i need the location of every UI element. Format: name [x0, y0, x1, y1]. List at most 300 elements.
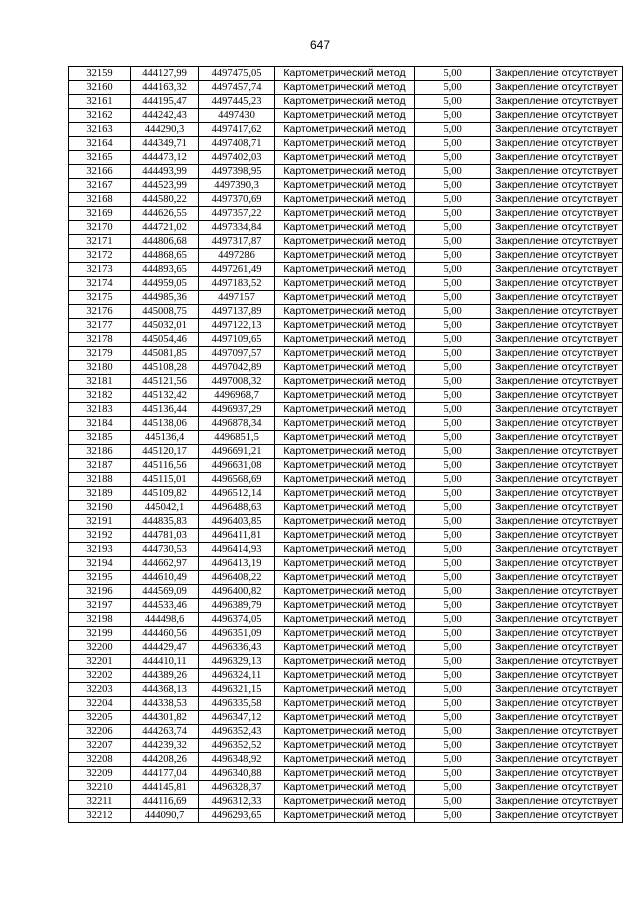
y-coordinate-cell: 4497137,89 [199, 305, 275, 319]
accuracy-cell: 5,00 [415, 543, 491, 557]
y-coordinate-cell: 4496937,29 [199, 403, 275, 417]
fixation-cell: Закрепление отсутствует [491, 249, 623, 263]
x-coordinate-cell: 445115,01 [131, 473, 199, 487]
fixation-cell: Закрепление отсутствует [491, 585, 623, 599]
point-number-cell: 32182 [69, 389, 131, 403]
fixation-cell: Закрепление отсутствует [491, 67, 623, 81]
accuracy-cell: 5,00 [415, 445, 491, 459]
table-row [69, 641, 623, 655]
fixation-cell: Закрепление отсутствует [491, 795, 623, 809]
accuracy-cell: 5,00 [415, 557, 491, 571]
accuracy-cell: 5,00 [415, 753, 491, 767]
x-coordinate-cell: 445121,56 [131, 375, 199, 389]
table-row [69, 767, 623, 781]
x-coordinate-cell: 444662,97 [131, 557, 199, 571]
accuracy-cell: 5,00 [415, 599, 491, 613]
x-coordinate-cell: 444163,32 [131, 81, 199, 95]
table-row [69, 249, 623, 263]
accuracy-cell: 5,00 [415, 277, 491, 291]
table-row [69, 389, 623, 403]
method-cell: Картометрический метод [275, 291, 415, 305]
x-coordinate-cell: 444338,53 [131, 697, 199, 711]
accuracy-cell: 5,00 [415, 67, 491, 81]
point-number-cell: 32204 [69, 697, 131, 711]
fixation-cell: Закрепление отсутствует [491, 417, 623, 431]
method-cell: Картометрический метод [275, 571, 415, 585]
method-cell: Картометрический метод [275, 193, 415, 207]
table-row [69, 81, 623, 95]
y-coordinate-cell: 4497402,03 [199, 151, 275, 165]
x-coordinate-cell: 444959,05 [131, 277, 199, 291]
fixation-cell: Закрепление отсутствует [491, 403, 623, 417]
method-cell: Картометрический метод [275, 263, 415, 277]
accuracy-cell: 5,00 [415, 459, 491, 473]
point-number-cell: 32163 [69, 123, 131, 137]
method-cell: Картометрический метод [275, 137, 415, 151]
point-number-cell: 32183 [69, 403, 131, 417]
coordinates-table [68, 66, 623, 823]
table-row [69, 585, 623, 599]
point-number-cell: 32160 [69, 81, 131, 95]
fixation-cell: Закрепление отсутствует [491, 375, 623, 389]
fixation-cell: Закрепление отсутствует [491, 613, 623, 627]
x-coordinate-cell: 444368,13 [131, 683, 199, 697]
fixation-cell: Закрепление отсутствует [491, 711, 623, 725]
y-coordinate-cell: 4497109,65 [199, 333, 275, 347]
fixation-cell: Закрепление отсутствует [491, 95, 623, 109]
point-number-cell: 32205 [69, 711, 131, 725]
point-number-cell: 32176 [69, 305, 131, 319]
y-coordinate-cell: 4496352,52 [199, 739, 275, 753]
fixation-cell: Закрепление отсутствует [491, 81, 623, 95]
fixation-cell: Закрепление отсутствует [491, 389, 623, 403]
point-number-cell: 32195 [69, 571, 131, 585]
method-cell: Картометрический метод [275, 515, 415, 529]
point-number-cell: 32184 [69, 417, 131, 431]
x-coordinate-cell: 444610,49 [131, 571, 199, 585]
x-coordinate-cell: 444721,02 [131, 221, 199, 235]
table-row [69, 613, 623, 627]
point-number-cell: 32189 [69, 487, 131, 501]
method-cell: Картометрический метод [275, 753, 415, 767]
accuracy-cell: 5,00 [415, 697, 491, 711]
point-number-cell: 32170 [69, 221, 131, 235]
accuracy-cell: 5,00 [415, 375, 491, 389]
x-coordinate-cell: 444195,47 [131, 95, 199, 109]
table-row [69, 781, 623, 795]
accuracy-cell: 5,00 [415, 109, 491, 123]
page-number: 647 [309, 38, 331, 52]
method-cell: Картометрический метод [275, 67, 415, 81]
method-cell: Картометрический метод [275, 655, 415, 669]
y-coordinate-cell: 4496631,08 [199, 459, 275, 473]
table-row [69, 515, 623, 529]
y-coordinate-cell: 4497286 [199, 249, 275, 263]
table-row [69, 319, 623, 333]
y-coordinate-cell: 4496411,81 [199, 529, 275, 543]
fixation-cell: Закрепление отсутствует [491, 683, 623, 697]
y-coordinate-cell: 4496329,13 [199, 655, 275, 669]
y-coordinate-cell: 4497122,13 [199, 319, 275, 333]
table-row [69, 655, 623, 669]
table-row [69, 431, 623, 445]
x-coordinate-cell: 444498,6 [131, 613, 199, 627]
table-row [69, 403, 623, 417]
point-number-cell: 32159 [69, 67, 131, 81]
y-coordinate-cell: 4496321,15 [199, 683, 275, 697]
table-row [69, 725, 623, 739]
table-row [69, 95, 623, 109]
y-coordinate-cell: 4496312,33 [199, 795, 275, 809]
x-coordinate-cell: 444985,36 [131, 291, 199, 305]
table-row [69, 151, 623, 165]
y-coordinate-cell: 4496568,69 [199, 473, 275, 487]
x-coordinate-cell: 444523,99 [131, 179, 199, 193]
method-cell: Картометрический метод [275, 445, 415, 459]
table-row [69, 599, 623, 613]
method-cell: Картометрический метод [275, 235, 415, 249]
method-cell: Картометрический метод [275, 151, 415, 165]
method-cell: Картометрический метод [275, 389, 415, 403]
accuracy-cell: 5,00 [415, 319, 491, 333]
accuracy-cell: 5,00 [415, 333, 491, 347]
point-number-cell: 32197 [69, 599, 131, 613]
accuracy-cell: 5,00 [415, 571, 491, 585]
method-cell: Картометрический метод [275, 361, 415, 375]
fixation-cell: Закрепление отсутствует [491, 739, 623, 753]
y-coordinate-cell: 4497183,52 [199, 277, 275, 291]
point-number-cell: 32200 [69, 641, 131, 655]
y-coordinate-cell: 4496488,63 [199, 501, 275, 515]
accuracy-cell: 5,00 [415, 81, 491, 95]
coordinates-table-body [69, 67, 623, 823]
method-cell: Картометрический метод [275, 613, 415, 627]
x-coordinate-cell: 445120,17 [131, 445, 199, 459]
fixation-cell: Закрепление отсутствует [491, 221, 623, 235]
fixation-cell: Закрепление отсутствует [491, 529, 623, 543]
table-row [69, 361, 623, 375]
fixation-cell: Закрепление отсутствует [491, 557, 623, 571]
fixation-cell: Закрепление отсутствует [491, 151, 623, 165]
accuracy-cell: 5,00 [415, 627, 491, 641]
method-cell: Картометрический метод [275, 557, 415, 571]
point-number-cell: 32174 [69, 277, 131, 291]
fixation-cell: Закрепление отсутствует [491, 669, 623, 683]
point-number-cell: 32207 [69, 739, 131, 753]
point-number-cell: 32210 [69, 781, 131, 795]
method-cell: Картометрический метод [275, 417, 415, 431]
x-coordinate-cell: 444429,47 [131, 641, 199, 655]
y-coordinate-cell: 4497430 [199, 109, 275, 123]
accuracy-cell: 5,00 [415, 515, 491, 529]
table-row [69, 221, 623, 235]
y-coordinate-cell: 4496400,82 [199, 585, 275, 599]
method-cell: Картометрический метод [275, 683, 415, 697]
method-cell: Картометрический метод [275, 529, 415, 543]
table-row [69, 459, 623, 473]
fixation-cell: Закрепление отсутствует [491, 207, 623, 221]
fixation-cell: Закрепление отсутствует [491, 473, 623, 487]
accuracy-cell: 5,00 [415, 473, 491, 487]
point-number-cell: 32188 [69, 473, 131, 487]
method-cell: Картометрический метод [275, 627, 415, 641]
method-cell: Картометрический метод [275, 221, 415, 235]
fixation-cell: Закрепление отсутствует [491, 179, 623, 193]
x-coordinate-cell: 444177,04 [131, 767, 199, 781]
point-number-cell: 32178 [69, 333, 131, 347]
table-row [69, 123, 623, 137]
table-row [69, 529, 623, 543]
point-number-cell: 32168 [69, 193, 131, 207]
point-number-cell: 32212 [69, 809, 131, 823]
accuracy-cell: 5,00 [415, 347, 491, 361]
y-coordinate-cell: 4497398,95 [199, 165, 275, 179]
method-cell: Картометрический метод [275, 669, 415, 683]
table-row [69, 627, 623, 641]
x-coordinate-cell: 444569,09 [131, 585, 199, 599]
fixation-cell: Закрепление отсутствует [491, 361, 623, 375]
x-coordinate-cell: 445116,56 [131, 459, 199, 473]
accuracy-cell: 5,00 [415, 613, 491, 627]
x-coordinate-cell: 444290,3 [131, 123, 199, 137]
accuracy-cell: 5,00 [415, 417, 491, 431]
method-cell: Картометрический метод [275, 123, 415, 137]
y-coordinate-cell: 4496351,09 [199, 627, 275, 641]
table-row [69, 277, 623, 291]
point-number-cell: 32179 [69, 347, 131, 361]
fixation-cell: Закрепление отсутствует [491, 501, 623, 515]
fixation-cell: Закрепление отсутствует [491, 319, 623, 333]
y-coordinate-cell: 4497408,71 [199, 137, 275, 151]
table-row [69, 375, 623, 389]
point-number-cell: 32180 [69, 361, 131, 375]
table-row [69, 193, 623, 207]
accuracy-cell: 5,00 [415, 95, 491, 109]
point-number-cell: 32206 [69, 725, 131, 739]
point-number-cell: 32196 [69, 585, 131, 599]
y-coordinate-cell: 4496968,7 [199, 389, 275, 403]
y-coordinate-cell: 4497457,74 [199, 81, 275, 95]
x-coordinate-cell: 444781,03 [131, 529, 199, 543]
method-cell: Картометрический метод [275, 711, 415, 725]
fixation-cell: Закрепление отсутствует [491, 655, 623, 669]
method-cell: Картометрический метод [275, 179, 415, 193]
x-coordinate-cell: 444208,26 [131, 753, 199, 767]
y-coordinate-cell: 4497445,23 [199, 95, 275, 109]
y-coordinate-cell: 4496878,34 [199, 417, 275, 431]
accuracy-cell: 5,00 [415, 585, 491, 599]
fixation-cell: Закрепление отсутствует [491, 697, 623, 711]
y-coordinate-cell: 4496389,79 [199, 599, 275, 613]
method-cell: Картометрический метод [275, 319, 415, 333]
table-row [69, 809, 623, 823]
fixation-cell: Закрепление отсутствует [491, 627, 623, 641]
point-number-cell: 32161 [69, 95, 131, 109]
y-coordinate-cell: 4496851,5 [199, 431, 275, 445]
point-number-cell: 32203 [69, 683, 131, 697]
fixation-cell: Закрепление отсутствует [491, 753, 623, 767]
accuracy-cell: 5,00 [415, 123, 491, 137]
x-coordinate-cell: 445136,44 [131, 403, 199, 417]
fixation-cell: Закрепление отсутствует [491, 137, 623, 151]
method-cell: Картометрический метод [275, 277, 415, 291]
table-row [69, 501, 623, 515]
fixation-cell: Закрепление отсутствует [491, 109, 623, 123]
method-cell: Картометрический метод [275, 375, 415, 389]
x-coordinate-cell: 444239,32 [131, 739, 199, 753]
x-coordinate-cell: 445008,75 [131, 305, 199, 319]
table-row [69, 445, 623, 459]
method-cell: Картометрический метод [275, 599, 415, 613]
table-row [69, 207, 623, 221]
table-row [69, 487, 623, 501]
method-cell: Картометрический метод [275, 165, 415, 179]
x-coordinate-cell: 444410,11 [131, 655, 199, 669]
method-cell: Картометрический метод [275, 487, 415, 501]
y-coordinate-cell: 4497417,62 [199, 123, 275, 137]
fixation-cell: Закрепление отсутствует [491, 571, 623, 585]
x-coordinate-cell: 445132,42 [131, 389, 199, 403]
accuracy-cell: 5,00 [415, 781, 491, 795]
accuracy-cell: 5,00 [415, 361, 491, 375]
method-cell: Картометрический метод [275, 81, 415, 95]
method-cell: Картометрический метод [275, 641, 415, 655]
y-coordinate-cell: 4497390,3 [199, 179, 275, 193]
accuracy-cell: 5,00 [415, 165, 491, 179]
accuracy-cell: 5,00 [415, 501, 491, 515]
fixation-cell: Закрепление отсутствует [491, 725, 623, 739]
y-coordinate-cell: 4496414,93 [199, 543, 275, 557]
table-row [69, 165, 623, 179]
table-row [69, 137, 623, 151]
accuracy-cell: 5,00 [415, 389, 491, 403]
accuracy-cell: 5,00 [415, 669, 491, 683]
y-coordinate-cell: 4496335,58 [199, 697, 275, 711]
y-coordinate-cell: 4497261,49 [199, 263, 275, 277]
y-coordinate-cell: 4497097,57 [199, 347, 275, 361]
point-number-cell: 32202 [69, 669, 131, 683]
accuracy-cell: 5,00 [415, 795, 491, 809]
point-number-cell: 32209 [69, 767, 131, 781]
accuracy-cell: 5,00 [415, 529, 491, 543]
point-number-cell: 32186 [69, 445, 131, 459]
point-number-cell: 32194 [69, 557, 131, 571]
fixation-cell: Закрепление отсутствует [491, 515, 623, 529]
point-number-cell: 32164 [69, 137, 131, 151]
fixation-cell: Закрепление отсутствует [491, 543, 623, 557]
y-coordinate-cell: 4496348,92 [199, 753, 275, 767]
point-number-cell: 32167 [69, 179, 131, 193]
point-number-cell: 32190 [69, 501, 131, 515]
table-row [69, 263, 623, 277]
method-cell: Картометрический метод [275, 431, 415, 445]
accuracy-cell: 5,00 [415, 137, 491, 151]
point-number-cell: 32165 [69, 151, 131, 165]
x-coordinate-cell: 444626,55 [131, 207, 199, 221]
table-row [69, 711, 623, 725]
y-coordinate-cell: 4497157 [199, 291, 275, 305]
accuracy-cell: 5,00 [415, 431, 491, 445]
point-number-cell: 32211 [69, 795, 131, 809]
method-cell: Картометрический метод [275, 207, 415, 221]
y-coordinate-cell: 4497317,87 [199, 235, 275, 249]
method-cell: Картометрический метод [275, 543, 415, 557]
y-coordinate-cell: 4496413,19 [199, 557, 275, 571]
fixation-cell: Закрепление отсутствует [491, 487, 623, 501]
point-number-cell: 32166 [69, 165, 131, 179]
table-row [69, 557, 623, 571]
x-coordinate-cell: 444349,71 [131, 137, 199, 151]
x-coordinate-cell: 444493,99 [131, 165, 199, 179]
x-coordinate-cell: 444127,99 [131, 67, 199, 81]
x-coordinate-cell: 444868,65 [131, 249, 199, 263]
y-coordinate-cell: 4496347,12 [199, 711, 275, 725]
method-cell: Картометрический метод [275, 459, 415, 473]
table-row [69, 291, 623, 305]
y-coordinate-cell: 4497357,22 [199, 207, 275, 221]
y-coordinate-cell: 4496408,22 [199, 571, 275, 585]
y-coordinate-cell: 4497475,05 [199, 67, 275, 81]
table-row [69, 739, 623, 753]
fixation-cell: Закрепление отсутствует [491, 767, 623, 781]
point-number-cell: 32185 [69, 431, 131, 445]
method-cell: Картометрический метод [275, 585, 415, 599]
accuracy-cell: 5,00 [415, 403, 491, 417]
fixation-cell: Закрепление отсутствует [491, 305, 623, 319]
accuracy-cell: 5,00 [415, 221, 491, 235]
x-coordinate-cell: 445081,85 [131, 347, 199, 361]
point-number-cell: 32171 [69, 235, 131, 249]
fixation-cell: Закрепление отсутствует [491, 599, 623, 613]
x-coordinate-cell: 445138,06 [131, 417, 199, 431]
x-coordinate-cell: 444473,12 [131, 151, 199, 165]
accuracy-cell: 5,00 [415, 291, 491, 305]
point-number-cell: 32198 [69, 613, 131, 627]
fixation-cell: Закрепление отсутствует [491, 641, 623, 655]
x-coordinate-cell: 444730,53 [131, 543, 199, 557]
x-coordinate-cell: 444263,74 [131, 725, 199, 739]
y-coordinate-cell: 4496336,43 [199, 641, 275, 655]
fixation-cell: Закрепление отсутствует [491, 277, 623, 291]
method-cell: Картометрический метод [275, 249, 415, 263]
point-number-cell: 32191 [69, 515, 131, 529]
method-cell: Картометрический метод [275, 697, 415, 711]
fixation-cell: Закрепление отсутствует [491, 445, 623, 459]
y-coordinate-cell: 4497008,32 [199, 375, 275, 389]
y-coordinate-cell: 4496691,21 [199, 445, 275, 459]
method-cell: Картометрический метод [275, 305, 415, 319]
y-coordinate-cell: 4496512,14 [199, 487, 275, 501]
accuracy-cell: 5,00 [415, 725, 491, 739]
fixation-cell: Закрепление отсутствует [491, 193, 623, 207]
y-coordinate-cell: 4497334,84 [199, 221, 275, 235]
point-number-cell: 32192 [69, 529, 131, 543]
x-coordinate-cell: 445042,1 [131, 501, 199, 515]
accuracy-cell: 5,00 [415, 487, 491, 501]
table-row [69, 347, 623, 361]
fixation-cell: Закрепление отсутствует [491, 263, 623, 277]
table-row [69, 795, 623, 809]
point-number-cell: 32162 [69, 109, 131, 123]
table-row [69, 683, 623, 697]
fixation-cell: Закрепление отсутствует [491, 123, 623, 137]
table-row [69, 235, 623, 249]
point-number-cell: 32177 [69, 319, 131, 333]
method-cell: Картометрический метод [275, 109, 415, 123]
method-cell: Картометрический метод [275, 403, 415, 417]
x-coordinate-cell: 445032,01 [131, 319, 199, 333]
fixation-cell: Закрепление отсутствует [491, 235, 623, 249]
